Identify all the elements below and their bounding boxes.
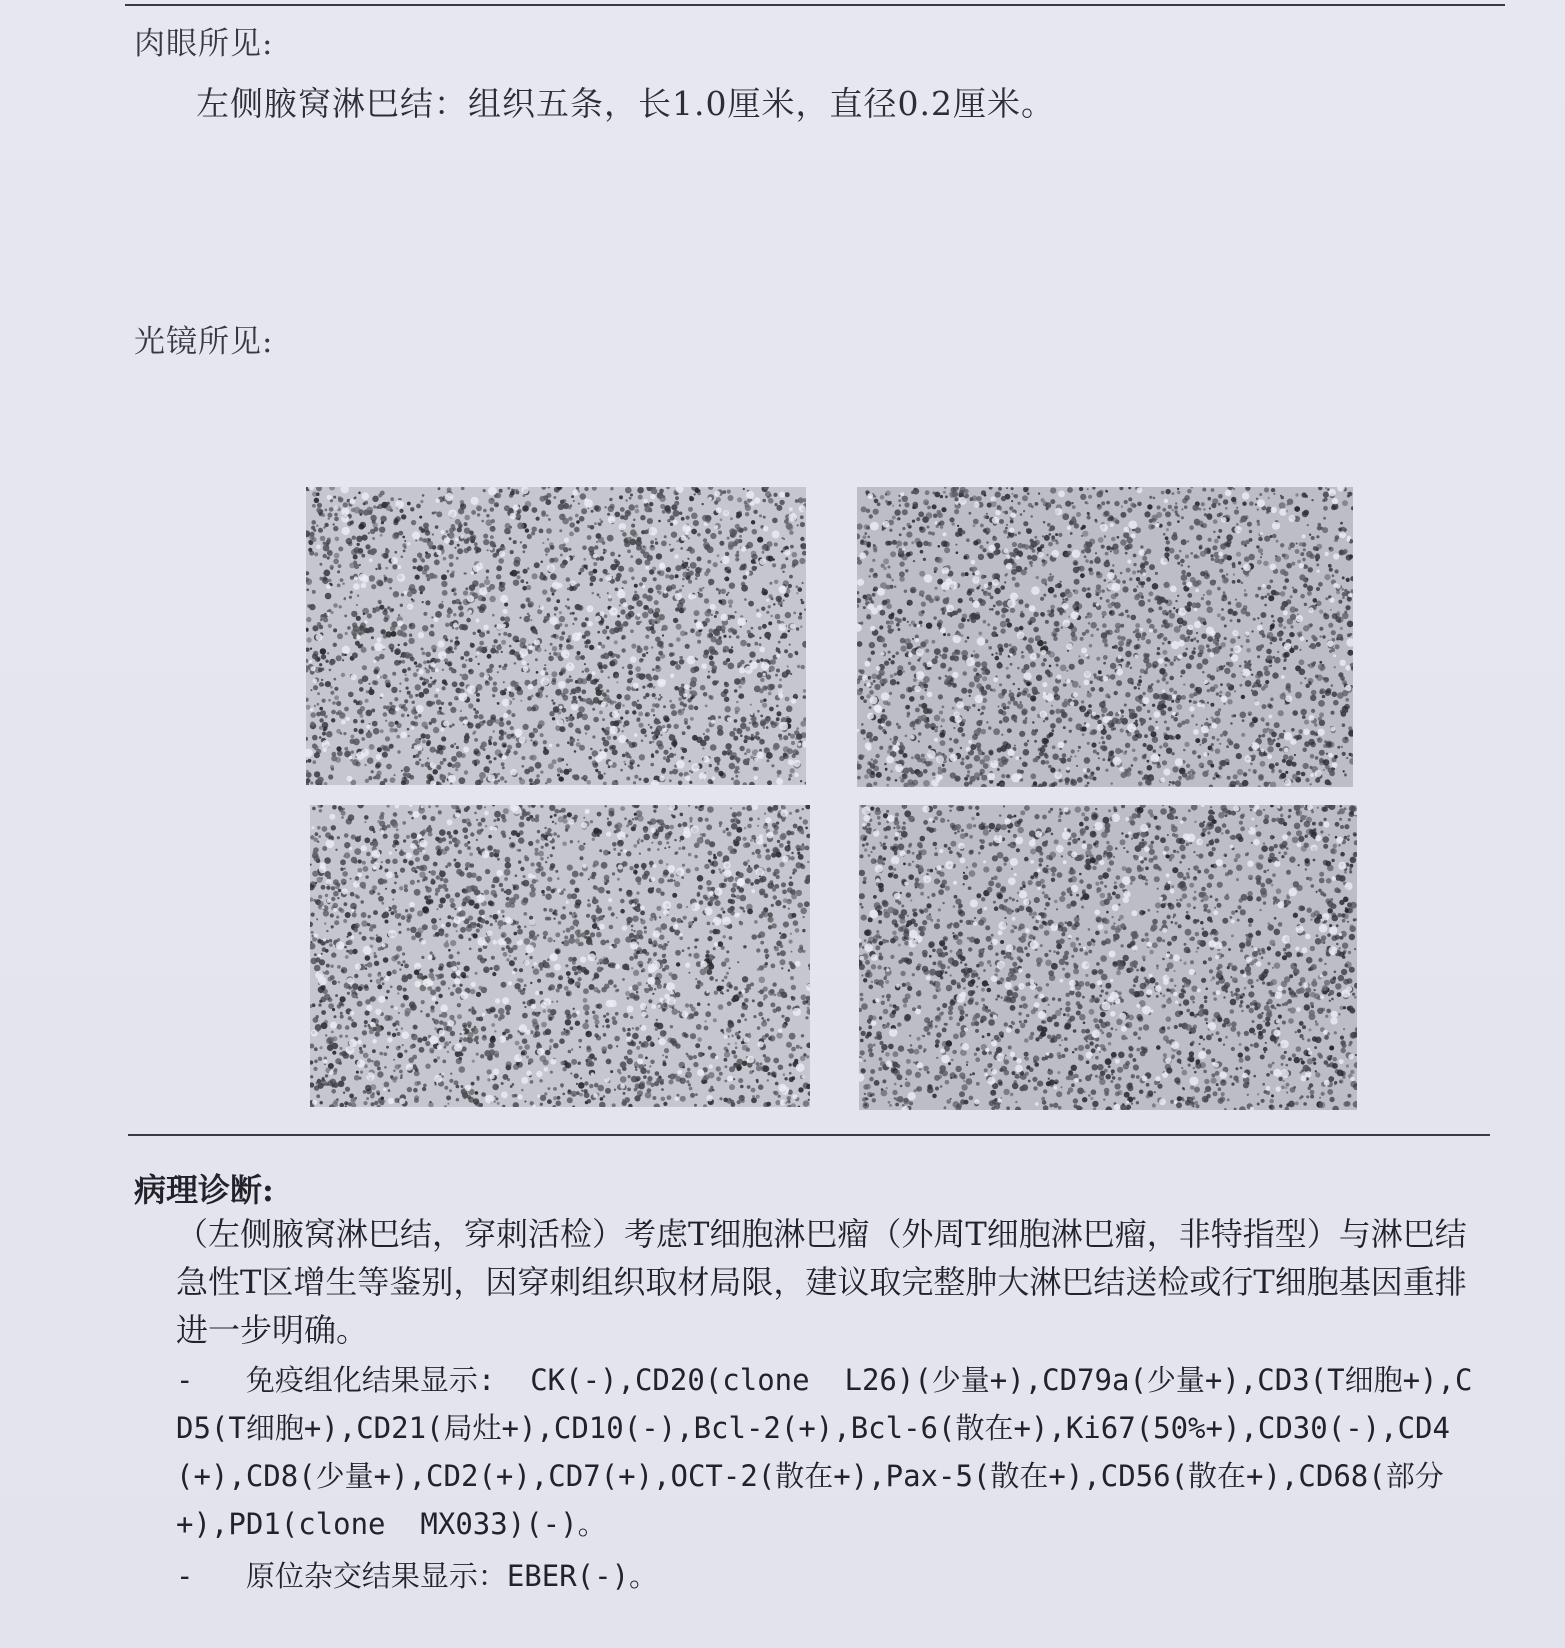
micrograph-texture	[859, 805, 1357, 1110]
diagnosis-paragraph: （左侧腋窝淋巴结，穿刺活检）考虑T细胞淋巴瘤（外周T细胞淋巴瘤，非特指型）与淋巴结急性T区增生等鉴别，因穿刺组织取材局限，建议取完整肿大淋巴结送检或行T细胞基因重排进一步明确。	[176, 1215, 1467, 1349]
ihc-results: - 免疫组化结果显示: CK(-),CD20(clone L26)(少量+),CD79a(少量+),CD3(T细胞+),CD5(T细胞+),CD21(局灶+),CD10(-),Bcl-2(+),Bcl-6(散在+),Ki67(50%+),CD30(-),CD4(+),CD8(少量+),CD2(+),CD7(+),OCT-2(散在+),Pax-5(散在+),CD56(散在+),CD68(部分+),PD1(clone MX033)(-)。	[176, 1363, 1473, 1541]
gross-label: 肉眼所见:	[134, 26, 274, 62]
micrograph-bottom-left	[310, 805, 810, 1107]
micrograph-texture	[857, 487, 1353, 787]
diagnosis-heading: 病理诊断:	[134, 1171, 274, 1209]
micrograph-texture	[306, 487, 806, 785]
micrograph-top-right	[857, 487, 1353, 787]
top-divider	[125, 4, 1505, 6]
diagnosis-divider	[128, 1134, 1490, 1136]
ish-results: - 原位杂交结果显示：EBER(-)。	[176, 1559, 659, 1593]
gross-description: 左侧腋窝淋巴结：组织五条，长1.0厘米，直径0.2厘米。	[196, 84, 1055, 123]
micrograph-top-left	[306, 487, 806, 785]
micrograph-texture	[310, 805, 810, 1107]
microscopy-label: 光镜所见:	[134, 324, 274, 360]
micrograph-bottom-right	[859, 805, 1357, 1110]
